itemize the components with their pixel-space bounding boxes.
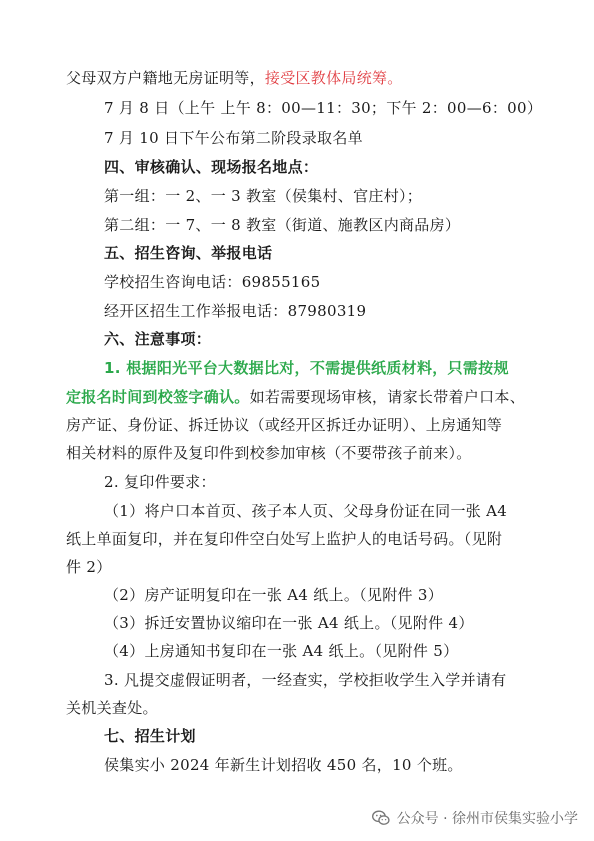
schedule-line: 7 月 8 日（上午 上午 8：00—11：30；下午 2：00—6：00）: [104, 99, 543, 117]
text-line: 房产证、身份证、拆迁协议（或经开区拆迁办证明）、上房通知等: [66, 416, 503, 434]
copy-requirements-heading: 2. 复印件要求：: [104, 473, 216, 491]
requirement-item-4: （4）上房通知书复印在一张 A4 纸上。（见附件 5）: [104, 642, 459, 660]
section-heading-7: 七、招生计划: [104, 727, 196, 745]
highlight-red-text: 接受区教体局统筹。: [264, 69, 403, 87]
text-line: 纸上单面复印，并在复印件空白处写上监护人的电话号码。（见附: [66, 530, 503, 548]
requirement-item-2: （2）房产证明复印在一张 A4 纸上。（见附件 3）: [104, 586, 444, 604]
text-line: 件 2）: [66, 558, 112, 576]
group-1-line: 第一组：一 2、一 3 教室（侯集村、官庄村）；: [104, 187, 423, 205]
group-2-line: 第二组：一 7、一 8 教室（街道、施教区内商品房）: [104, 216, 461, 234]
text-line: 关机关查处。: [66, 699, 158, 717]
requirement-item-1: （1）将户口本首页、孩子本人页、父母身份证在同一张 A4: [104, 502, 508, 520]
wechat-icon: [371, 808, 391, 828]
text-line: [66, 68, 552, 88]
notice-green-text: 定报名时间到校签字确认。: [66, 388, 250, 406]
text-line: [66, 387, 552, 407]
false-proof-line: 3. 凡提交虚假证明者，一经查实，学校拒收学生入学并请有: [104, 671, 507, 689]
section-heading-6: 六、注意事项：: [104, 330, 212, 348]
watermark: [371, 808, 578, 828]
text-segment: 父母双方户籍地无房证明等，: [66, 69, 265, 87]
report-phone-line: 经开区招生工作举报电话：87980319: [104, 302, 367, 320]
notice-green-line-1: 1. 根据阳光平台大数据比对，不需提供纸质材料，只需按规: [104, 359, 509, 377]
section-heading-5: 五、招生咨询、举报电话: [104, 244, 273, 262]
announcement-line: 7 月 10 日下午公布第二阶段录取名单: [104, 129, 363, 147]
consult-phone-line: 学校招生咨询电话：69855165: [104, 273, 321, 291]
section-heading-4: 四、审核确认、现场报名地点：: [104, 158, 319, 176]
requirement-item-3: （3）拆迁安置协议缩印在一张 A4 纸上。（见附件 4）: [104, 614, 474, 632]
enrollment-plan-line: 侯集实小 2024 年新生计划招收 450 名，10 个班。: [104, 756, 463, 774]
text-segment: 如若需要现场审核，请家长带着户口本、: [249, 388, 526, 406]
text-line: 相关材料的原件及复印件到校参加审核（不要带孩子前来）。: [66, 444, 472, 462]
watermark-text: 公众号 · 徐州市侯集实验小学: [396, 811, 578, 827]
